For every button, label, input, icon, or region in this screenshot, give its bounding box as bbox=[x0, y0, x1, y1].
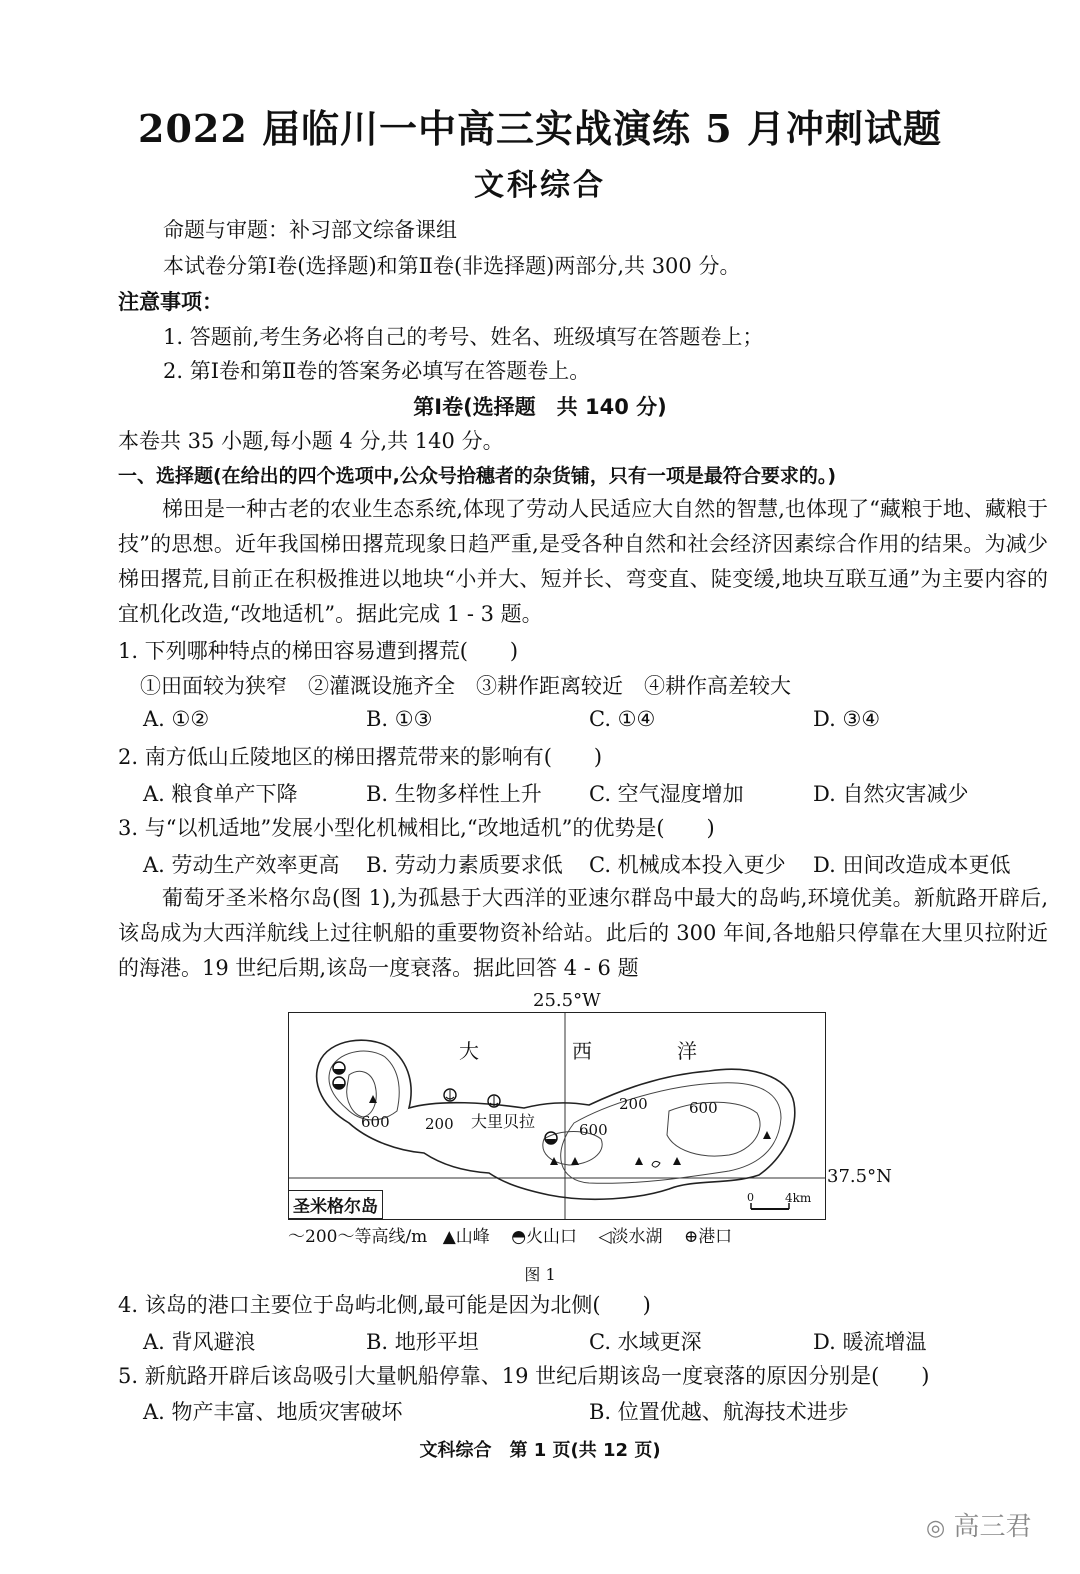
legend-contour-icon: ～ bbox=[288, 1227, 305, 1247]
contour-label: 200 bbox=[425, 1115, 454, 1133]
ocean-char-2: 西 bbox=[572, 1039, 592, 1063]
q1-option-a: A. ①② bbox=[143, 707, 210, 731]
contour-label: 200 bbox=[619, 1095, 648, 1113]
section-summary: 本卷共 35 小题,每小题 4 分,共 140 分。 bbox=[118, 429, 504, 453]
legend-port-label: 港口 bbox=[698, 1227, 733, 1247]
q4-option-d: D. 暖流增温 bbox=[813, 1330, 927, 1354]
contour-label: 600 bbox=[689, 1099, 718, 1117]
exam-title: 2022 届临川一中高三实战演练 5 月冲刺试题 bbox=[138, 106, 942, 151]
author-line: 命题与审题：补习部文综备课组 bbox=[163, 218, 457, 242]
peak-icon bbox=[763, 1131, 771, 1139]
peak-icon bbox=[550, 1157, 558, 1165]
legend-lake-icon: ◁ bbox=[598, 1227, 612, 1247]
q5-stem: 5. 新航路开辟后该岛吸引大量帆船停靠、19 世纪后期该岛一度衰落的原因分别是( ) bbox=[118, 1364, 930, 1388]
peak-icon bbox=[571, 1157, 579, 1165]
legend-port-icon: ⊕ bbox=[683, 1227, 699, 1247]
notice-heading: 注意事项： bbox=[118, 290, 223, 314]
notice-item-1: 1. 答题前,考生务必将自己的考号、姓名、班级填写在答题卷上； bbox=[163, 325, 764, 349]
q4-stem: 4. 该岛的港口主要位于岛屿北侧,最可能是因为北侧( ) bbox=[118, 1293, 651, 1317]
figure-caption: 图 1 bbox=[524, 1265, 556, 1284]
notice-item-2: 2. 第Ⅰ卷和第Ⅱ卷的答案务必填写在答题卷上。 bbox=[163, 359, 591, 383]
legend-lake-label: 淡水湖 bbox=[611, 1227, 663, 1247]
q2-stem: 2. 南方低山丘陵地区的梯田撂荒带来的影响有( ) bbox=[118, 745, 603, 769]
exam-subtitle: 文科综合 bbox=[474, 168, 606, 203]
q2-option-b: B. 生物多样性上升 bbox=[366, 782, 542, 806]
q4-option-c: C. 水域更深 bbox=[589, 1330, 702, 1354]
scale-zero: 0 bbox=[747, 1191, 754, 1204]
legend-contour-sample: 200 bbox=[305, 1227, 338, 1247]
structure-line: 本试卷分第Ⅰ卷(选择题)和第Ⅱ卷(非选择题)两部分,共 300 分。 bbox=[163, 254, 741, 278]
q2-option-c: C. 空气湿度增加 bbox=[589, 782, 744, 806]
legend-contour-label: 等高线/m bbox=[354, 1227, 428, 1247]
q5-option-a: A. 物产丰富、地质灾害破坏 bbox=[143, 1400, 403, 1424]
q4-option-b: B. 地形平坦 bbox=[366, 1330, 479, 1354]
town-label: 大里贝拉 bbox=[471, 1112, 536, 1131]
q1-items: ①田面较为狭窄 ②灌溉设施齐全 ③耕作距离较近 ④耕作高差较大 bbox=[140, 674, 791, 698]
port-icon bbox=[488, 1095, 500, 1107]
passage-terraces: 梯田是一种古老的农业生态系统,体现了劳动人民适应大自然的智慧,也体现了“藏粮于地、藏粮于技”的思想。近年我国梯田撂荒现象日趋严重,是受各种自然和社会经济因素综合作用的结果。为减少梯田撂荒,目前正在积极推进以地块“小并大、短并长、弯变直、陡变缓,地块互联互通”为主要内容的宜机化改造,“改地适机”。据此完成 1 - 3 题。 bbox=[118, 497, 1048, 626]
q3-stem: 3. 与“以机适地”发展小型化机械相比,“改地适机”的优势是( ) bbox=[118, 816, 715, 840]
q2-option-a: A. 粮食单产下降 bbox=[143, 782, 298, 806]
contour-label: 600 bbox=[579, 1121, 608, 1139]
legend-crater-icon: ◓ bbox=[511, 1227, 527, 1247]
q1-stem: 1. 下列哪种特点的梯田容易遭到撂荒( ) bbox=[118, 639, 519, 663]
contour-600-west bbox=[347, 1071, 377, 1117]
legend-contour-icon: ～ bbox=[337, 1227, 355, 1247]
contour-label: 600 bbox=[361, 1113, 390, 1131]
crater-icon bbox=[333, 1077, 345, 1089]
q4-option-a: A. 背风避浪 bbox=[143, 1330, 256, 1354]
wechat-icon: ◎ bbox=[926, 1516, 946, 1541]
ocean-char-1: 大 bbox=[459, 1039, 479, 1063]
crater-icon bbox=[333, 1062, 345, 1074]
q3-option-b: B. 劳动力素质要求低 bbox=[366, 853, 563, 877]
ocean-char-3: 洋 bbox=[677, 1039, 697, 1063]
passage-island: 葡萄牙圣米格尔岛(图 1),为孤悬于大西洋的亚速尔群岛中最大的岛屿,环境优美。新航路开辟后,该岛成为大西洋航线上过往帆船的重要物资补给站。此后的 300 年间,各地船只停靠在大里贝拉附近的海港。19 世纪后期,该岛一度衰落。据此回答 4 - 6 题 bbox=[118, 886, 1048, 980]
legend-peak-icon: ▲ bbox=[442, 1227, 456, 1247]
q3-option-a: A. 劳动生产效率更高 bbox=[143, 853, 340, 877]
scale-label: 4km bbox=[785, 1191, 812, 1205]
q1-option-b: B. ①③ bbox=[366, 707, 433, 731]
legend-crater-label: 火山口 bbox=[526, 1227, 578, 1247]
part-heading: 一、选择题(在给出的四个选项中,公众号拾穗者的杂货铺，只有一项是最符合要求的。) bbox=[118, 465, 837, 487]
q2-option-d: D. 自然灾害减少 bbox=[813, 782, 969, 806]
watermark bbox=[926, 1506, 1031, 1543]
section-heading: 第Ⅰ卷(选择题 共 140 分) bbox=[413, 395, 667, 419]
q1-option-d: D. ③④ bbox=[813, 707, 881, 731]
map-longitude-label: 25.5°W bbox=[533, 990, 601, 1011]
island-map bbox=[288, 1012, 826, 1220]
peak-icon bbox=[673, 1157, 681, 1165]
lake-icon bbox=[652, 1161, 660, 1167]
page-footer: 文科综合 第 1 页(共 12 页) bbox=[419, 1440, 661, 1461]
q1-option-c: C. ①④ bbox=[589, 707, 656, 731]
q5-option-b: B. 位置优越、航海技术进步 bbox=[589, 1400, 849, 1424]
q3-option-d: D. 田间改造成本更低 bbox=[813, 853, 1011, 877]
crater-icon bbox=[545, 1132, 557, 1144]
legend-peak-label: 山峰 bbox=[455, 1227, 490, 1247]
watermark-text: 高三君 bbox=[953, 1512, 1032, 1542]
port-icon bbox=[444, 1089, 456, 1101]
island-name-label: 圣米格尔岛 bbox=[288, 1190, 383, 1219]
map-legend bbox=[288, 1222, 732, 1247]
map-latitude-label: 37.5°N bbox=[827, 1166, 892, 1187]
peak-icon bbox=[635, 1157, 643, 1165]
q3-option-c: C. 机械成本投入更少 bbox=[589, 853, 786, 877]
